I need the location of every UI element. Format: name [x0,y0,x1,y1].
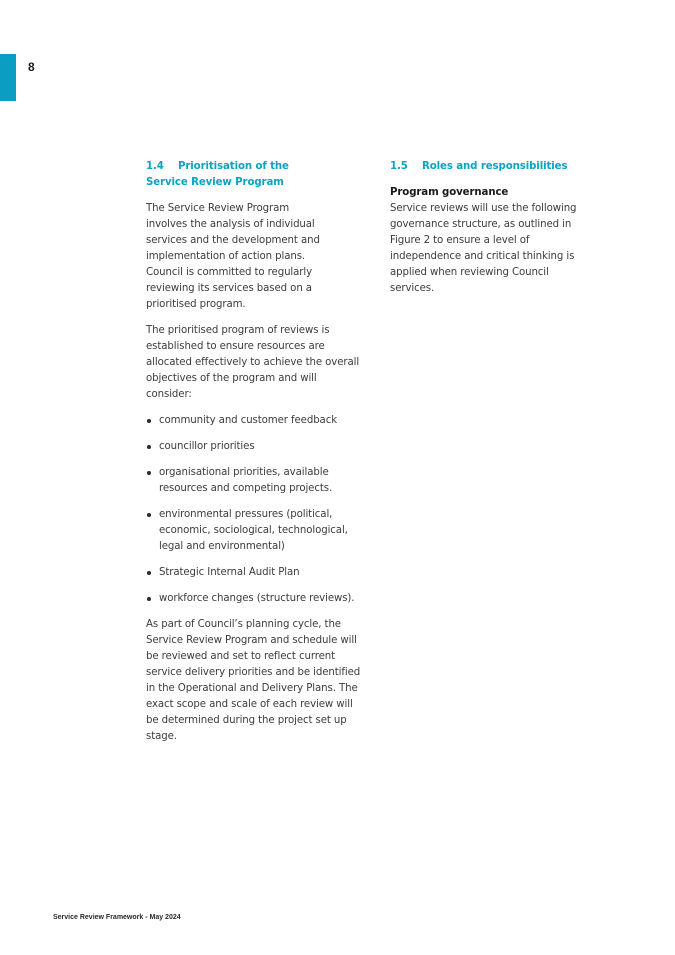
footer-text: Service Review Framework - May 2024 [53,914,181,921]
paragraph: Service reviews will use the following governance structure, as outlined in Figure 2 to ensure a level of independence and critical thinking is applied when reviewing Council services. [390,203,577,294]
section-number: 1.4 [146,161,164,172]
bullet-icon [147,419,151,423]
subheading-program-governance: Program governance [390,187,509,198]
paragraph: The prioritised program of reviews is established to ensure resources are allocated effectively to achieve the overall objectives of the program and will consider: [146,325,360,400]
bullet-icon [147,471,151,475]
section-1-4-heading [146,159,371,191]
section-1-5 [390,159,610,307]
list-item: councillor priorities [146,439,371,455]
section-title: Roles and responsibilities [422,161,568,172]
section-title-line2: Service Review Program [146,177,284,188]
paragraph: As part of Council’s planning cycle, the Service Review Program and schedule will be reviewed and set to reflect current service delivery priorities and be identified in the Operational and Delivery Plans. The exact scope and scale of each review will be determined during the project set up stage. [146,619,361,742]
bullet-icon [147,597,151,601]
paragraph: The Service Review Program involves the analysis of individual services and the development and implementation of action plans. Council is committed to regularly reviewing its services based on a prioritised program. [146,203,320,310]
section-title-line1: Prioritisation of the [178,161,289,172]
page-number: 8 [28,60,35,74]
section-number: 1.5 [390,161,408,172]
bullet-icon [147,513,151,517]
list-item: workforce changes (structure reviews). [146,591,371,607]
list-item: community and customer feedback [146,413,371,429]
section-1-5-heading [390,159,610,175]
list-item: environmental pressures (political, economic, sociological, technological, legal and environmental) [146,507,354,555]
list-item: organisational priorities, available resources and competing projects. [146,465,334,497]
page-tab-marker [0,54,16,101]
bullet-icon [147,445,151,449]
bullet-icon [147,571,151,575]
section-1-4 [146,159,371,755]
list-item: Strategic Internal Audit Plan [146,565,371,581]
consideration-list [146,413,371,607]
